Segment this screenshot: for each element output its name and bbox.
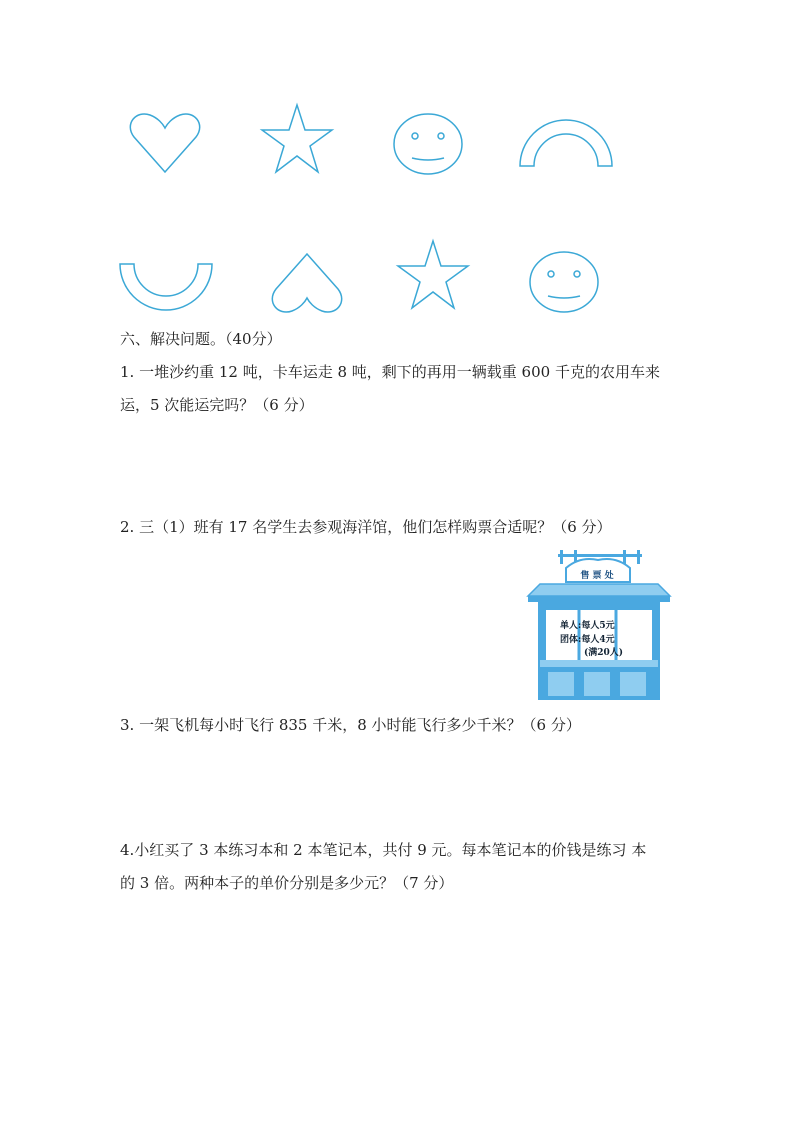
heart-upside-down-icon: [270, 252, 344, 314]
upside-down-heart-shape: [270, 252, 344, 314]
arch-shape: [518, 118, 614, 170]
problem-1-line-2: 运，5 次能运完吗？（6 分）: [120, 396, 314, 414]
section-heading: 六、解决问题。（40分）: [120, 330, 282, 348]
group-ticket-price: 团体:每人4元: [560, 635, 615, 645]
star-shape: [260, 104, 334, 174]
smiley-icon: [392, 112, 464, 176]
ticket-booth-illustration: [526, 548, 672, 700]
ticket-booth-sign: 售 票 处: [580, 571, 614, 581]
problem-3-line-1: 3. 一架飞机每小时飞行 835 千米，8 小时能飞行多少千米？（6 分）: [120, 716, 581, 734]
heart-shape: [128, 112, 202, 174]
heart-icon: [128, 112, 202, 174]
problem-1-line-1: 1. 一堆沙约重 12 吨，卡车运走 8 吨，剩下的再用一辆载重 600 千克的农用车来: [120, 363, 660, 381]
star-icon: [260, 104, 334, 174]
smiley-icon: [528, 250, 600, 314]
star-shape-2: [396, 240, 470, 310]
problem-2-line-1: 2. 三（1）班有 17 名学生去参观海洋馆，他们怎样购票合适呢？（6 分）: [120, 518, 612, 536]
arch-icon: [518, 118, 614, 170]
single-ticket-price: 单人:每人5元: [560, 621, 615, 631]
u-shape-icon: [118, 262, 214, 314]
group-ticket-condition: (满20人): [584, 648, 624, 658]
smiley-face-shape-2: [528, 250, 600, 314]
smiley-face-shape: [392, 112, 464, 176]
problem-4-line-1: 4.小红买了 3 本练习本和 2 本笔记本，共付 9 元。每本笔记本的价钱是练习 本: [120, 841, 647, 859]
problem-4-line-2: 的 3 倍。两种本子的单价分别是多少元？（7 分）: [120, 874, 454, 892]
star-icon: [396, 240, 470, 310]
u-shape: [118, 262, 214, 314]
